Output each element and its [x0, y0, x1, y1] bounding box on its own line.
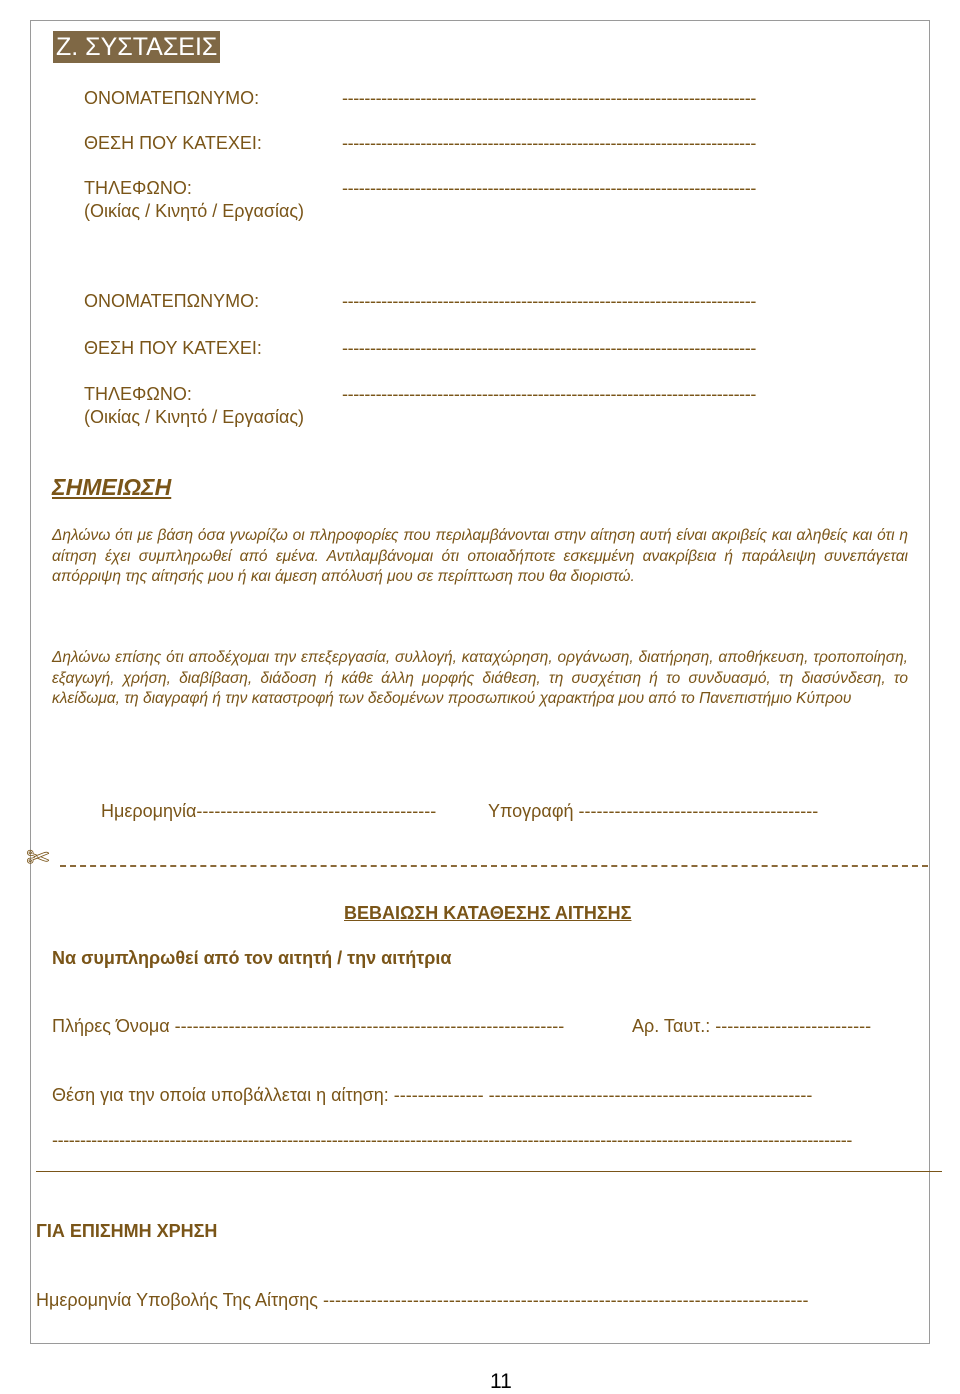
cut-line — [60, 865, 928, 867]
page-number: 11 — [490, 1370, 512, 1393]
position-extra-line[interactable]: ----------------------------------------------------------------------------------------------------------------------------------------------- — [52, 1130, 852, 1150]
referee2-position-field[interactable]: -------------------------------------------------------------------------- — [342, 338, 756, 358]
receipt-instruction: Να συμπληρωθεί από τον αιτητή / την αιτήτρια — [52, 948, 452, 968]
referee2-phone-sublabel: (Οικίας / Κινητό / Εργασίας) — [84, 407, 305, 427]
official-use-heading: ΓΙΑ ΕΠΙΣΗΜΗ ΧΡΗΣΗ — [36, 1221, 218, 1241]
referee1-phone-field[interactable]: -------------------------------------------------------------------------- — [342, 178, 756, 198]
referee1-name-field[interactable]: -------------------------------------------------------------------------- — [342, 88, 756, 108]
note-paragraph-1: Δηλώνω ότι με βάση όσα γνωρίζω οι πληροφορίες που περιλαμβάνονται στην αίτηση αυτή είναι ακριβείς και αληθείς και ότι η αίτηση έχει συμπληρωθεί από εμένα. Αντιλαμβάνομαι ότι οποιαδήποτε εσκεμμένη ανακρίβεια ή παράλειψη συνεπάγεται απόρριψη της αίτησής μου ή και άμεση απόλυσή μου σε περίπτωση που θα διοριστώ. — [52, 527, 908, 585]
note-paragraph-2: Δηλώνω επίσης ότι αποδέχομαι την επεξεργασία, συλλογή, καταχώρηση, οργάνωση, διατήρηση, αποθήκευση, τροποποίηση, εξαγωγή, χρήση, διαβίβαση, διάδοση ή κάθε άλλη μορφής διάθεση, τη συσχέτιση ή το συνδυασμό, τη διασύνδεση, το κλείδωμα, τη διαγραφή ή την καταστροφή των δεδομένων προσωπικού χαρακτήρα μου από το Πανεπιστήμιο Κύπρου — [52, 649, 908, 707]
referee1-position-field[interactable]: -------------------------------------------------------------------------- — [342, 133, 756, 153]
referee2-name-label: ΟΝΟΜΑΤΕΠΩΝΥΜΟ: — [84, 291, 260, 311]
referee2-phone-field[interactable]: -------------------------------------------------------------------------- — [342, 384, 756, 404]
submission-date-field[interactable]: Ημερομηνία Υποβολής Της Αίτησης --------------------------------------------------------------------------------- — [36, 1290, 809, 1310]
date-field[interactable]: Ημερομηνία---------------------------------------- — [101, 801, 437, 821]
referee2-name-field[interactable]: -------------------------------------------------------------------------- — [342, 291, 756, 311]
referee2-phone-label: ΤΗΛΕΦΩΝΟ: — [84, 384, 192, 404]
referee1-position-label: ΘΕΣΗ ΠΟΥ ΚΑΤΕΧΕΙ: — [84, 133, 262, 153]
separator-line — [36, 1171, 942, 1172]
fullname-field[interactable]: Πλήρες Όνομα ----------------------------------------------------------------- — [52, 1016, 565, 1036]
scissors-icon: ✄ — [26, 842, 50, 873]
id-number-field[interactable]: Αρ. Ταυτ.: -------------------------- — [632, 1016, 872, 1036]
referee2-position-label: ΘΕΣΗ ΠΟΥ ΚΑΤΕΧΕΙ: — [84, 338, 262, 358]
receipt-title: ΒΕΒΑΙΩΣΗ ΚΑΤΑΘΕΣΗΣ ΑΙΤΗΣΗΣ — [344, 903, 632, 923]
signature-field[interactable]: Υπογραφή ---------------------------------------- — [488, 801, 819, 821]
referee1-phone-label: ΤΗΛΕΦΩΝΟ: — [84, 178, 192, 198]
section-title: Ζ. ΣΥΣΤΑΣΕΙΣ — [53, 31, 220, 63]
referee1-phone-sublabel: (Οικίας / Κινητό / Εργασίας) — [84, 201, 305, 221]
referee1-name-label: ΟΝΟΜΑΤΕΠΩΝΥΜΟ: — [84, 88, 260, 108]
position-applied-field[interactable]: Θέση για την οποία υποβάλλεται η αίτηση: --------------- ------------------------------------------------------ — [52, 1085, 813, 1105]
note-heading: ΣΗΜΕΙΩΣΗ — [52, 474, 172, 500]
